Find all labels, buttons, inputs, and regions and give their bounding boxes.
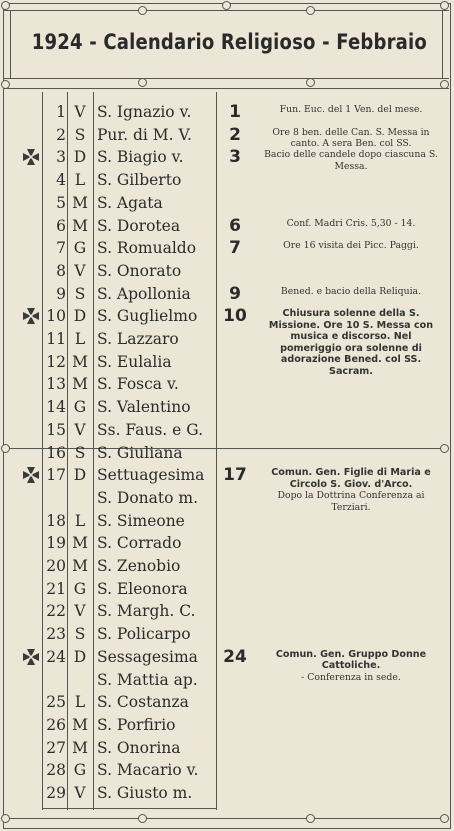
event-note-extra: Dopo la Dottrina Conferenza ai Terziari. <box>277 490 425 513</box>
day-number: 23 <box>46 625 66 644</box>
event-day-number: 24 <box>223 646 247 667</box>
event-day-number: 9 <box>229 283 241 304</box>
weekday-letter: D <box>73 466 87 485</box>
weekday-letter: V <box>74 784 86 802</box>
day-number: 29 <box>46 784 66 802</box>
table-top-rule <box>3 88 449 89</box>
event-note: Ore 16 visita dei Picc. Paggi. <box>283 240 419 252</box>
event-note: Conf. Madri Cris. 5,30 - 14. <box>286 217 416 229</box>
day-number: 19 <box>46 534 66 553</box>
ornament-ring <box>440 814 449 823</box>
header-top-rule <box>3 10 449 11</box>
day-number: 1 <box>56 103 66 121</box>
event-note: Ore 8 ben. delle Can. S. Messa in canto. A sera Ben. col SS. <box>272 126 430 150</box>
header-right-rule <box>442 10 443 78</box>
saint-name: S. Fosca v. <box>97 375 179 394</box>
ornament-ring <box>440 80 449 89</box>
weekday-letter: M <box>72 738 88 757</box>
weekday-letter: D <box>73 307 87 326</box>
saint-name: Ss. Faus. e G. <box>97 420 204 439</box>
ornament-ring <box>440 1 449 10</box>
event-day-number: 10 <box>223 306 247 327</box>
event-note: Bened. e bacio della Reliquia. <box>280 285 422 297</box>
saint-name: S. Onorina <box>97 738 181 757</box>
weekday-letter: S <box>74 284 86 303</box>
weekday-letter: V <box>74 261 86 280</box>
saint-name: S. Romualdo <box>97 239 197 258</box>
weekday-letter: D <box>73 148 87 167</box>
day-number: 17 <box>46 466 66 485</box>
maltese-cross-icon <box>22 466 40 484</box>
event-note: Bacio delle candele dopo ciascuna S. Messa. <box>264 149 438 172</box>
saint-name: S. Giusto m. <box>97 784 193 802</box>
day-number: 9 <box>56 284 66 303</box>
saint-name: S. Giuliana <box>97 443 183 462</box>
event-note: Fun. Euc. del 1 Ven. del mese. <box>279 104 423 115</box>
day-number: 10 <box>46 307 66 326</box>
day-number: 4 <box>56 171 66 190</box>
weekday-letter: M <box>72 557 88 575</box>
weekday-letter: L <box>74 330 86 348</box>
maltese-cross-icon <box>22 307 40 325</box>
bottom-rule <box>3 818 449 819</box>
weekday-letter: L <box>74 171 86 190</box>
saint-name: S. Ignazio v. <box>97 103 192 121</box>
day-number: 15 <box>46 420 66 439</box>
ornament-ring <box>306 814 315 823</box>
saint-name: S. Lazzaro <box>97 330 179 348</box>
day-number: 27 <box>46 738 66 757</box>
weekday-letter: M <box>72 352 88 371</box>
ornament-ring <box>1 1 10 10</box>
header-left-rule <box>10 10 11 78</box>
event-note: Comun. Gen. Figlie di Maria e Circolo S. Giov. d'Arco. Dopo la Dottrina Conferenza ai Terziari. <box>258 467 444 513</box>
ornament-ring <box>1 444 10 453</box>
saint-name: S. Macario v. <box>97 761 199 780</box>
event-note: Chiusura solenne della S. Missione. Ore 10 S. Messa con musica e discorso. Nel pomeriggio ora solenne di adorazione Bened. col SS. Sacram. <box>268 308 434 377</box>
ornament-ring <box>222 1 231 10</box>
event-day-number: 2 <box>229 124 241 145</box>
event-day-number: 3 <box>229 147 241 168</box>
event-day-number: 1 <box>229 102 241 122</box>
saint-name: Sessagesima <box>97 647 198 666</box>
day-number: 12 <box>46 352 66 371</box>
day-number: 25 <box>46 693 66 712</box>
weekday-letter: V <box>74 103 86 121</box>
header-bottom-rule <box>3 78 449 79</box>
day-number: 14 <box>46 398 66 417</box>
saint-name: S. Zenobio <box>97 557 181 575</box>
weekday-letter: M <box>72 534 88 553</box>
day-number: 6 <box>56 216 66 235</box>
event-day-number: 7 <box>229 238 241 259</box>
saint-name: S. Biagio v. <box>97 148 184 167</box>
ornament-ring <box>306 78 315 87</box>
weekday-letter: V <box>74 602 86 621</box>
saint-name: S. Policarpo <box>97 625 191 644</box>
saint-name: S. Costanza <box>97 693 189 712</box>
weekday-letter: M <box>72 216 88 235</box>
event-note-extra: - Conferenza in sede. <box>301 671 401 683</box>
column-rule-weekday-end <box>93 92 94 810</box>
event-day-number: 17 <box>223 465 247 486</box>
weekday-letter: M <box>72 715 88 734</box>
maltese-cross-icon <box>22 648 40 666</box>
weekday-letter: G <box>73 579 87 598</box>
day-number: 18 <box>46 511 66 530</box>
day-number: 22 <box>46 602 66 621</box>
day-number: 3 <box>56 148 66 167</box>
day-number: 24 <box>46 647 66 666</box>
day-number: 2 <box>56 125 66 144</box>
day-number: 13 <box>46 375 66 394</box>
saint-name: S. Guglielmo <box>97 307 198 326</box>
weekday-letter: G <box>73 239 87 258</box>
ornament-ring <box>138 78 147 87</box>
saint-name: S. Eulalia <box>97 352 172 371</box>
day-number: 7 <box>56 239 66 258</box>
day-number: 16 <box>46 443 66 462</box>
page-title: 1924 - Calendario Religioso - Febbraio <box>31 30 427 54</box>
weekday-letter: G <box>73 761 87 780</box>
day-number: 26 <box>46 715 66 734</box>
event-note: Comun. Gen. Gruppo Donne Cattoliche. - Conferenza in sede. <box>258 649 444 684</box>
saint-name: S. Corrado <box>97 534 182 553</box>
weekday-letter: V <box>74 420 86 439</box>
saint-name: S. Simeone <box>97 511 185 530</box>
saint-name: S. Onorato <box>97 261 182 280</box>
ornament-ring <box>138 814 147 823</box>
ornament-ring <box>1 80 10 89</box>
saint-name: S. Porfirio <box>97 715 176 734</box>
saint-name: S. Apollonia <box>97 284 191 303</box>
weekday-letter: S <box>74 125 86 144</box>
saint-name: S. Eleonora <box>97 579 188 598</box>
weekday-letter: D <box>73 647 87 666</box>
saint-name: Pur. di M. V. <box>97 125 192 144</box>
ornament-ring <box>440 444 449 453</box>
day-number: 11 <box>46 330 66 348</box>
weekday-letter: G <box>73 398 87 417</box>
saint-name: S. Mattia ap. <box>97 670 198 689</box>
saint-name: S. Margh. C. <box>97 602 196 621</box>
table-bottom-rule <box>42 808 216 809</box>
maltese-cross-icon <box>22 148 40 166</box>
weekday-letter: S <box>74 443 86 462</box>
ornament-ring <box>1 814 10 823</box>
day-number: 5 <box>56 193 66 212</box>
saint-name: S. Donato m. <box>97 488 199 507</box>
event-day-number: 6 <box>229 215 241 236</box>
saint-name: S. Valentino <box>97 398 191 417</box>
day-number: 21 <box>46 579 66 598</box>
weekday-letter: M <box>72 375 88 394</box>
weekday-letter: S <box>74 625 86 644</box>
day-number: 28 <box>46 761 66 780</box>
saint-name: S. Dorotea <box>97 216 181 235</box>
saint-name: S. Agata <box>97 193 163 212</box>
weekday-letter: L <box>74 693 86 712</box>
day-number: 8 <box>56 261 66 280</box>
saint-name: S. Gilberto <box>97 171 182 190</box>
day-number: 20 <box>46 557 66 575</box>
weekday-letter: L <box>74 511 86 530</box>
ornament-ring <box>306 6 315 15</box>
saint-name: Settuagesima <box>97 466 205 485</box>
weekday-letter: M <box>72 193 88 212</box>
ornament-ring <box>138 6 147 15</box>
